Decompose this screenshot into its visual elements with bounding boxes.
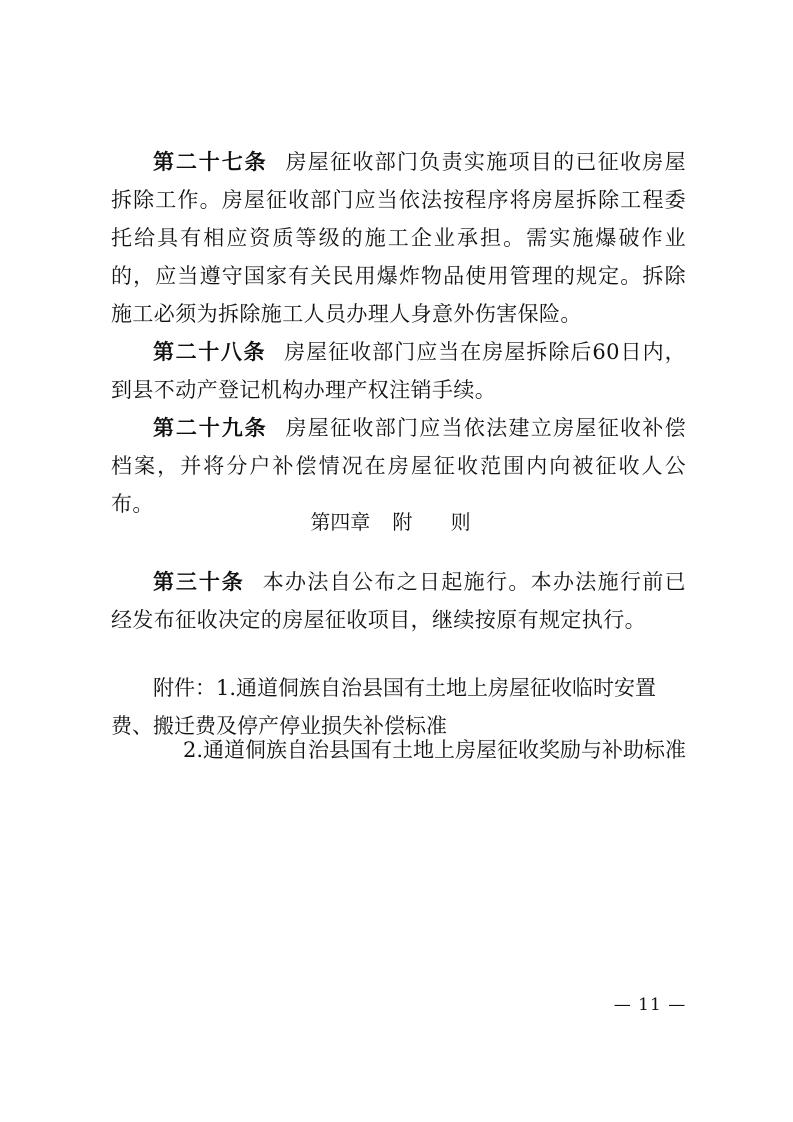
article-28-text: 房屋征收部门应当在房屋拆除后60日内，到县不动产登记机构办理产权注销手续。 bbox=[111, 340, 686, 402]
attachment-2-text: 2.通道侗族自治县国有土地上房屋征收奖励与补助标准 bbox=[182, 738, 686, 762]
article-30-number: 第三十条 bbox=[153, 570, 245, 594]
chapter-number: 第四章 bbox=[310, 510, 371, 534]
article-30 bbox=[111, 563, 686, 639]
article-28 bbox=[111, 333, 686, 409]
chapter-title: 附 则 bbox=[392, 510, 487, 534]
page-number: — 11 — bbox=[613, 995, 687, 1015]
article-27-text: 房屋征收部门负责实施项目的已征收房屋拆除工作。房屋征收部门应当依法按程序将房屋拆除工程委托给具有相应资质等级的施工企业承担。需实施爆破作业的，应当遵守国家有关民用爆炸物品使用管理的规定。拆除施工必须为拆除施工人员办理人身意外伤害保险。 bbox=[111, 150, 686, 326]
article-27 bbox=[111, 143, 686, 333]
attachment-2 bbox=[111, 731, 686, 769]
article-28-number: 第二十八条 bbox=[153, 340, 267, 364]
chapter-heading bbox=[111, 503, 686, 541]
attachment-label: 附件： bbox=[153, 676, 216, 700]
article-29-text: 房屋征收部门应当依法建立房屋征收补偿档案，并将分户补偿情况在房屋征收范围内向被征收人公布。 bbox=[111, 416, 686, 516]
article-29-number: 第二十九条 bbox=[153, 416, 268, 440]
article-27-number: 第二十七条 bbox=[153, 150, 268, 174]
attachment-1-text: 1.通道侗族自治县国有土地上房屋征收临时安置费、搬迁费及停产停业损失补偿标准 bbox=[111, 676, 657, 738]
article-30-text: 本办法自公布之日起施行。本办法施行前已经发布征收决定的房屋征收项目，继续按原有规定执行。 bbox=[111, 570, 687, 632]
